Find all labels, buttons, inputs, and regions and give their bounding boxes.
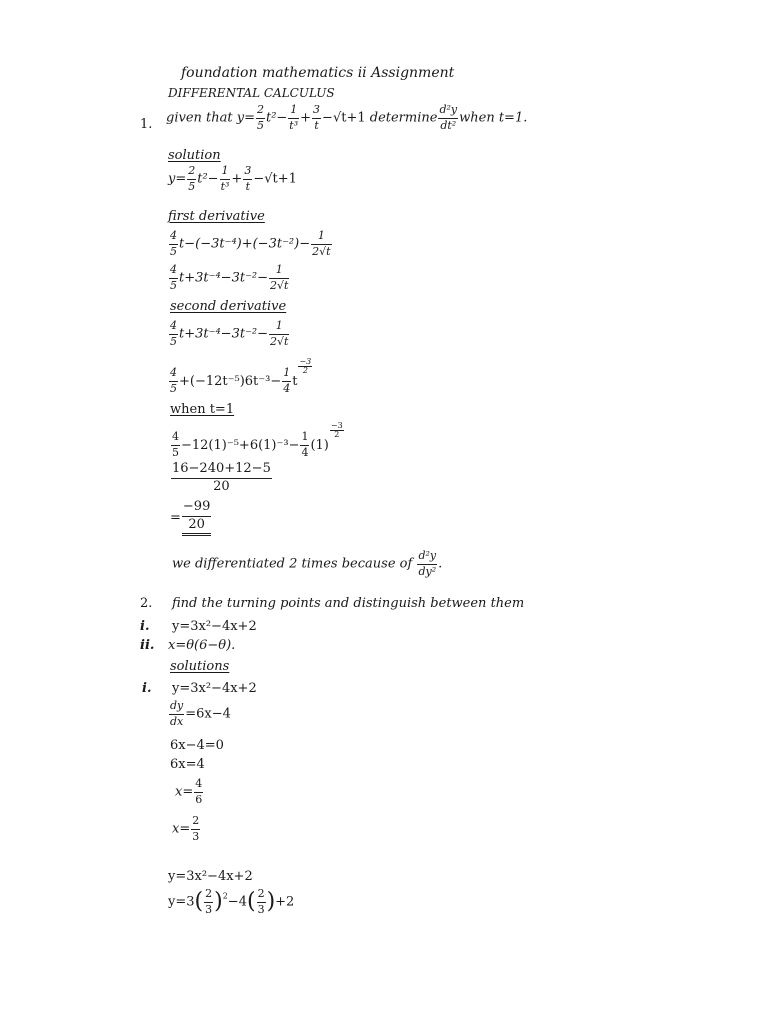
second-derivative-line-2: $\frac{4}{5}$ +(−12t⁻⁵)6t⁻³− $\frac{1}{4}$ t $\frac{-3}{2}$ xyxy=(170,357,312,395)
page-title: foundation mathematics ii Assignment xyxy=(181,65,455,81)
solution-equation: y= $\frac{2}{5}$ t²− $\frac{1}{\text{t³}}$ + $\frac{3}{t}$ −√t+1 xyxy=(168,164,297,193)
solution-label: solution xyxy=(168,148,221,163)
part-i-equation: y=3x²−4x+2 xyxy=(172,619,257,634)
when-t1-substitution: $\frac{4}{5}$ −12(1)⁻⁵+6(1)⁻³− $\frac{1}{4}$ (1) $\frac{-3}{2}$ xyxy=(172,421,343,459)
when-t1-answer: = $\frac{-99}{20}$ xyxy=(170,500,212,536)
x-equals-four-sixths: x= $\frac{4}{6}$ xyxy=(175,777,203,806)
page-subtitle: DIFFERENTAL CALCULUS xyxy=(168,86,335,100)
part-ii-label: ii. xyxy=(140,638,155,653)
when-t1-label: when t=1 xyxy=(170,402,235,417)
differentiation-note: we differentiated 2 times because of $\frac{\text{d²y}}{\text{dy²}}$ . xyxy=(172,549,443,578)
question-1-text: given that y= $\frac{2}{5}$ t²− $\frac{1}{\text{t³}}$ + $\frac{3}{t}$ −√t+1 determine $\frac{\text{d²y}}{\text{dt²}}$ when t=1. xyxy=(166,103,528,132)
question-1-number: 1. xyxy=(140,117,153,132)
step-set-zero: 6x−4=0 xyxy=(170,738,224,753)
second-derivative-label: second derivative xyxy=(170,299,287,314)
part-i-label: i. xyxy=(140,619,150,634)
solutions-label: solutions xyxy=(170,659,230,674)
question-2-text: find the turning points and distinguish between them xyxy=(172,596,525,611)
y-substitution: y=3( $\frac{2}{3}$ )$^2$−4( $\frac{2}{3}$ )+2 xyxy=(168,887,295,916)
solution-i-equation: y=3x²−4x+2 xyxy=(172,681,257,696)
dy-dx-line: $\frac{dy}{dx}$ =6x−4 xyxy=(170,699,231,728)
when-t1-sum: $\frac{16-240+12-5}{20}$ xyxy=(172,461,271,494)
step-solve: 6x=4 xyxy=(170,757,205,772)
first-derivative-line-2: $\frac{4}{5}$ t+3t⁻⁴−3t⁻²− $\frac{1}{2√t}$ xyxy=(170,263,289,292)
question-2-number: 2. xyxy=(140,596,153,611)
solution-i-label: i. xyxy=(142,681,152,696)
y-equation-restated: y=3x²−4x+2 xyxy=(168,869,253,884)
x-equals-two-thirds: x= $\frac{2}{3}$ xyxy=(172,814,200,843)
first-derivative-label: first derivative xyxy=(168,209,265,224)
second-derivative-line-1: $\frac{4}{5}$ t+3t⁻⁴−3t⁻²− $\frac{1}{2√t}$ xyxy=(170,319,289,348)
first-derivative-line-1: $\frac{4}{5}$ t−(−3t⁻⁴)+(−3t⁻²)− $\frac{1}{2√t}$ xyxy=(170,229,331,258)
part-ii-equation: x=θ(6−θ). xyxy=(168,638,236,653)
